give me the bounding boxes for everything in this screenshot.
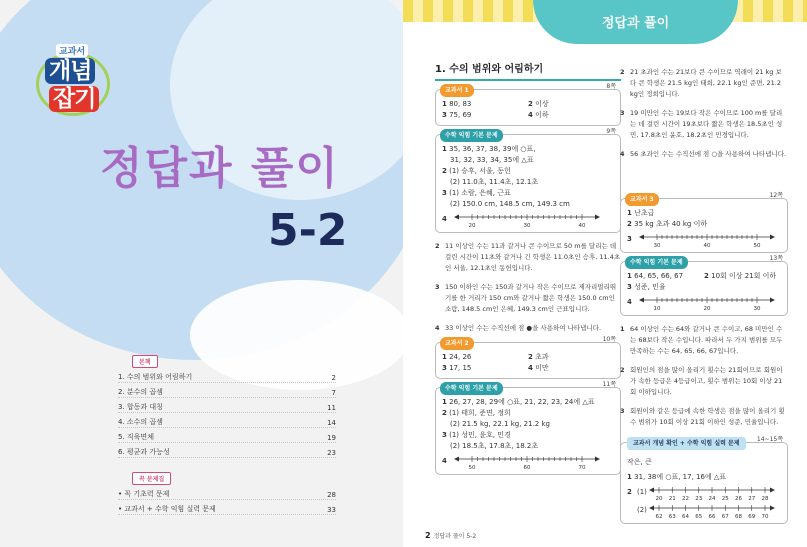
- toc-main-tag: 본책: [132, 355, 158, 368]
- number-line-answer: 2 (1) 20 21 22 23 24 25 26 27 28: [627, 483, 781, 501]
- number-line-arrow: [649, 488, 654, 493]
- tick-label: 68: [735, 514, 742, 519]
- tick-label: 65: [695, 514, 703, 519]
- explanation-number: 1: [620, 325, 625, 333]
- answer-column-left: [435, 64, 621, 483]
- tick-label: 27: [748, 496, 756, 501]
- number-line: [452, 210, 602, 228]
- cover-grade: 5-2: [268, 205, 348, 256]
- answer-number: 2: [528, 353, 533, 361]
- toc-row: [118, 428, 336, 443]
- page-ref: 9쪽: [606, 128, 616, 135]
- box-badge: 수학 익힘 기본 문제: [440, 129, 503, 142]
- explanation-number: 4: [435, 324, 440, 332]
- logo-line1: 개념: [45, 58, 95, 84]
- answer-line: 1 24, 26: [442, 353, 472, 361]
- number-line-answer: (2) 62 63 64 65 66 67 68 69 70: [627, 501, 781, 519]
- explanation-block: [620, 67, 788, 160]
- answer-line: (2) 21.5 kg, 22.1 kg, 21.2 kg: [450, 420, 550, 428]
- toc-label: • 교과서 + 수학 익힘 실력 문제: [118, 505, 216, 513]
- answer-line: 1 80, 83: [442, 100, 472, 108]
- tick-label: 25: [721, 496, 729, 501]
- answer-line: (2) 11.0초, 11.4초, 12.1초: [450, 178, 539, 186]
- toc-row: [118, 485, 336, 500]
- answer-line: 4 이하: [528, 111, 549, 119]
- tick-label: 20: [655, 496, 663, 501]
- explanation-text: 56 초과인 수는 수직선에 점 ○을 사용하여 나타냅니다.: [630, 150, 787, 158]
- toc-row: [118, 368, 336, 383]
- number-line: [647, 501, 777, 519]
- explanation-block: [435, 241, 621, 334]
- toc-label: 1. 수의 범위와 어림하기: [118, 373, 193, 381]
- answer-line: 1 31, 38에 ○표, 17, 16에 △표: [627, 473, 727, 481]
- box-badge: 교과서 1: [440, 84, 474, 97]
- explanation-text: 64 이상인 수는 64와 같거나 큰 수이고, 68 미만인 수는 68보다 작은 수입니다. 따라서 두 가지 범위를 모두 만족하는 수는 64, 65, 66, 67입니다.: [630, 325, 783, 355]
- tick-label: 66: [708, 514, 716, 519]
- tick-label: 70: [761, 514, 769, 519]
- number-line-arrow: [649, 506, 654, 511]
- toc-page: 2: [331, 374, 336, 382]
- toc-label: 3. 합동과 대칭: [118, 403, 163, 411]
- box-badge: 교과서 3: [625, 193, 659, 206]
- answer-box-textbook-2: [435, 336, 621, 379]
- answer-number: 3: [442, 111, 447, 119]
- answer-line: 1 26, 27, 28, 29에 ○표, 21, 22, 23, 24에 △표: [442, 398, 595, 406]
- explanation-text: 150 이하인 수는 150과 같거나 작은 수이므로 제자리멀리뛰기를 한 거리가 150 cm와 같거나 짧은 학생은 150.0 cm인 소람, 148.5 cm인 은혜, 149.3 cm인 근표입니다.: [445, 283, 617, 313]
- answer-line: 3 (1) 성민, 윤호, 민경: [442, 431, 511, 439]
- answer-line: 2 초과: [528, 353, 549, 361]
- number-line-arrow: [595, 457, 600, 462]
- answer-line: 31, 32, 33, 34, 35에 △표: [450, 156, 534, 164]
- answer-number: 1: [442, 353, 447, 361]
- explanation-text: 회원인의 점을 많이 올리기 횟수는 21회이므로 회원이가 속한 등급은 4등급이고, 횟수 범위는 10회 이상 21회 이하입니다.: [630, 366, 783, 396]
- section-title: 1. 수의 범위와 어림하기: [435, 64, 621, 81]
- answer-number: 1: [442, 100, 447, 108]
- page-ref: 14~15쪽: [756, 436, 783, 443]
- explanation-number: 3: [620, 407, 625, 415]
- toc-page: 7: [331, 389, 336, 397]
- answer-line: 4 미만: [528, 364, 549, 372]
- answer-page: [403, 0, 807, 547]
- answer-box-practice-2: [435, 381, 621, 475]
- explanation-number: 3: [435, 283, 440, 291]
- explanation-number: 2: [620, 68, 625, 76]
- number-line: [452, 452, 602, 470]
- explanation-item: [620, 365, 788, 398]
- answer-grid: [442, 99, 614, 121]
- answer-line: 작은, 큰: [627, 458, 652, 466]
- answer-grid: [627, 271, 781, 282]
- number-line-arrow: [770, 506, 775, 511]
- toc-label: 4. 소수의 곱셈: [118, 418, 163, 426]
- number-line: [637, 230, 777, 248]
- box-badge: 교과서 2: [440, 337, 474, 350]
- answer-line: 1 난초급: [627, 209, 655, 217]
- toc-label: 6. 평균과 가능성: [118, 448, 170, 456]
- toc-page: 23: [327, 449, 336, 457]
- answer-line: 3 75, 69: [442, 111, 472, 119]
- explanation-block: [620, 324, 788, 428]
- page-ref: 13쪽: [769, 255, 783, 262]
- logo-small-text: 교과서: [56, 44, 88, 57]
- answer-line: 3 17, 15: [442, 364, 472, 372]
- answer-number: 4: [528, 364, 533, 372]
- number-line-answer: 4 50 60 70: [442, 452, 614, 470]
- answer-line: 2 (1) 승후, 서울, 동헌: [442, 167, 511, 175]
- toc-row: [118, 500, 336, 515]
- table-of-contents: [118, 355, 336, 515]
- number-line-arrow: [639, 298, 644, 303]
- tick-label: 30: [753, 306, 761, 311]
- answer-box-practice-1: [435, 128, 621, 233]
- toc-label: 5. 직육면체: [118, 433, 154, 441]
- page-ref: 8쪽: [606, 83, 616, 90]
- explanation-item: [620, 324, 788, 357]
- explanation-text: 회원이와 같은 등급에 속한 학생은 점을 많이 올리기 횟수 범위가 10회 이상 21회 이하인 성준, 민율입니다.: [630, 407, 785, 426]
- box-badge: 수학 익힘 기본 문제: [625, 256, 688, 269]
- header-title: 정답과 풀이: [601, 16, 670, 31]
- number-line-arrow: [770, 298, 775, 303]
- toc-extra-tag: 꼭 문제집: [132, 472, 171, 485]
- tick-label: 20: [703, 306, 711, 311]
- explanation-item: [620, 67, 788, 100]
- tick-label: 20: [468, 223, 476, 228]
- tick-label: 62: [655, 514, 663, 519]
- tick-label: 70: [578, 465, 586, 470]
- answer-box-textbook-3: [620, 192, 788, 253]
- answer-line: 2 35 kg 초과 40 kg 이하: [627, 220, 708, 228]
- toc-page: 28: [327, 491, 336, 499]
- explanation-item: [620, 149, 788, 160]
- explanation-item: [435, 282, 621, 315]
- number-line: [637, 293, 777, 311]
- explanation-text: 19 미만인 수는 19보다 작은 수이므로 100 m를 달리는 데 걸린 시간이 19초보다 짧은 학생은 18.5초인 성민, 17.8초인 윤호, 18.2초인 민경입니다.: [630, 109, 783, 139]
- toc-page: 19: [327, 434, 336, 442]
- box-badge: 수학 익힘 기본 문제: [440, 382, 503, 395]
- logo-line2: 잡기: [49, 86, 99, 112]
- answer-line: (2) 150.0 cm, 148.5 cm, 149.3 cm: [450, 200, 570, 208]
- explanation-number: 3: [620, 109, 625, 117]
- tick-label: 69: [748, 514, 756, 519]
- page-ref: 10쪽: [602, 336, 616, 343]
- cover-page: [0, 0, 403, 547]
- page-ref: 12쪽: [769, 192, 783, 199]
- cover-title: 정답과 풀이: [100, 143, 340, 194]
- answer-number: 4: [528, 111, 533, 119]
- toc-page: 14: [327, 419, 336, 427]
- answer-box-textbook-1: [435, 83, 621, 126]
- toc-page: 11: [327, 404, 336, 412]
- tick-label: 24: [708, 496, 716, 501]
- toc-label: 2. 분수의 곱셈: [118, 388, 163, 396]
- number-line-answer: 3 30 40 50: [627, 230, 781, 248]
- answer-number: 3: [442, 364, 447, 372]
- explanation-text: 11 이상인 수는 11과 같거나 큰 수이므로 50 m를 달리는 데 걸린 시간이 11초와 같거나 긴 학생은 11.0초인 승후, 11.4초인 서울, 12.1초인 동헌입니다.: [445, 242, 621, 272]
- toc-extra-list: [118, 485, 336, 515]
- tick-label: 67: [721, 514, 729, 519]
- number-line-arrow: [770, 235, 775, 240]
- tick-label: 26: [735, 496, 742, 501]
- explanation-number: 2: [620, 366, 625, 374]
- explanation-number: 4: [620, 150, 625, 158]
- explanation-item: [435, 241, 621, 274]
- toc-main-list: [118, 368, 336, 458]
- number-line: [647, 483, 777, 501]
- answer-line: 3 (1) 소람, 은혜, 근표: [442, 189, 511, 197]
- tick-label: 64: [682, 514, 689, 519]
- explanation-text: 21 초과인 수는 21보다 큰 수이므로 역래이 21 kg 보다 큰 학생은 21.5 kg인 태희, 22.1 kg인 준면, 21.2 kg인 정희입니다.: [630, 68, 782, 98]
- number-line-answer: 4 10 20 30: [627, 293, 781, 311]
- explanation-text: 33 이상인 수는 수직선에 점 ●을 사용하여 나타냅니다.: [445, 324, 602, 332]
- tick-label: 50: [468, 465, 476, 470]
- tick-label: 28: [761, 496, 769, 501]
- brand-logo: [42, 36, 106, 120]
- tick-label: 40: [578, 223, 586, 228]
- explanation-item: [620, 108, 788, 141]
- toc-row: [118, 443, 336, 458]
- toc-page: 33: [327, 506, 336, 514]
- tick-label: 60: [523, 465, 531, 470]
- number-line-arrow: [639, 235, 644, 240]
- tick-label: 23: [695, 496, 703, 501]
- toc-row: [118, 398, 336, 413]
- explanation-item: [620, 406, 788, 428]
- tick-label: 10: [653, 306, 661, 311]
- toc-row: [118, 383, 336, 398]
- page-ref: 11쪽: [602, 381, 616, 388]
- answer-line: 1 35, 36, 37, 38, 39에 ○표,: [442, 145, 536, 153]
- page-footer: 2 정답과 풀이 5-2: [425, 531, 477, 540]
- tick-label: 21: [668, 496, 676, 501]
- number-line-arrow: [454, 457, 459, 462]
- answer-line: 2 이상: [528, 100, 549, 108]
- explanation-number: 2: [435, 242, 440, 250]
- answer-line: 1 64, 65, 66, 67: [627, 272, 684, 280]
- answer-box-advanced: [620, 436, 788, 524]
- number-line-arrow: [770, 488, 775, 493]
- tick-label: 63: [668, 514, 676, 519]
- answer-column-right: [620, 64, 788, 524]
- tick-label: 30: [653, 243, 661, 248]
- box-badge: 교과서 개념 확인 + 수학 익힘 실력 문제: [627, 437, 746, 450]
- answer-line: 3 성준, 민율: [627, 283, 666, 291]
- answer-number: 2: [528, 100, 533, 108]
- answer-box-practice-3: [620, 255, 788, 316]
- answer-line: (2) 18.5초, 17.8초, 18.2초: [450, 442, 539, 450]
- tick-label: 50: [753, 243, 761, 248]
- answer-grid: [442, 352, 614, 374]
- number-line-arrow: [595, 215, 600, 220]
- toc-label: • 꼭 기초력 문제: [118, 490, 170, 498]
- number-line-arrow: [454, 215, 459, 220]
- tick-label: 30: [523, 223, 531, 228]
- number-line-answer: 4 20 30 40: [442, 210, 614, 228]
- toc-row: [118, 413, 336, 428]
- tick-label: 40: [703, 243, 711, 248]
- tick-label: 22: [682, 496, 689, 501]
- explanation-item: [435, 323, 621, 334]
- answer-line: 2 10회 이상 21회 이하: [704, 272, 777, 280]
- answer-line: 2 (1) 태희, 준면, 정희: [442, 409, 511, 417]
